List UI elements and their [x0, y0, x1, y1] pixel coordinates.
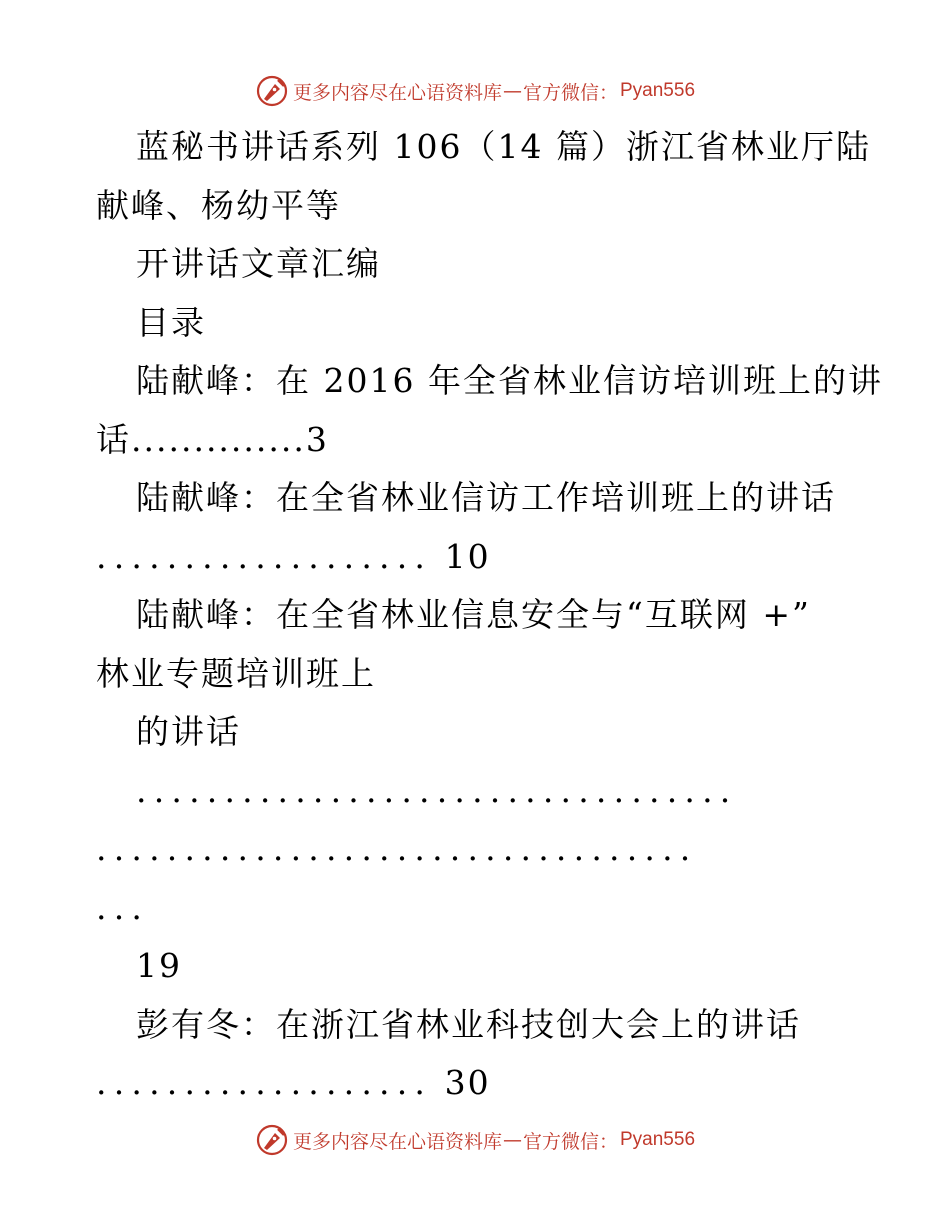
toc-entry-3-title-end: 的讲话	[136, 712, 241, 751]
banner-wechat-label: 官方微信：	[522, 81, 618, 104]
document-body	[96, 118, 883, 1113]
toc-entry-1-continuation: 话..............3	[96, 419, 329, 459]
toc-entry-3-leader-1	[96, 762, 856, 821]
toc-entry-2-leader: ...................	[96, 536, 433, 576]
banner-slogan: 更多内容尽在心语资料库	[292, 81, 502, 104]
toc-entry-3-leader-3-dots: ...	[96, 887, 150, 927]
banner-slogan: 更多内容尽在心语资料库	[292, 1130, 502, 1153]
document-title-line-1: 蓝秘书讲话系列 106（14 篇）浙江省林业厅陆	[136, 127, 871, 166]
toc-entry-2-leader-line	[96, 528, 856, 587]
header-banner	[0, 71, 950, 111]
toc-heading: 目录	[136, 302, 206, 342]
toc-entry-3-title: 陆献峰：在全省林业信息安全与“互联网 +”	[136, 595, 811, 634]
toc-entry-4-title: 彭有冬：在浙江省林业科技创大会上的讲话	[136, 1004, 801, 1044]
footer-banner	[0, 1120, 950, 1160]
toc-entry-4-leader: ...................	[96, 1063, 433, 1102]
banner-wechat-label: 官方微信：	[522, 1130, 618, 1153]
toc-entry-3-leader-1-dots: ..................................	[136, 770, 738, 810]
pen-nib-circle-icon	[255, 74, 289, 108]
banner-wechat-id: Pyan556	[620, 1129, 696, 1150]
pen-nib-circle-icon	[255, 1123, 289, 1157]
toc-entry-2-page: 10	[444, 536, 491, 576]
toc-entry-3-page: 19	[136, 946, 182, 985]
toc-entry-3-leader-2-dots: ..................................	[96, 829, 698, 868]
toc-entry-1-title: 陆献峰：在 2016 年全省林业信访培训班上的讲	[136, 361, 883, 400]
toc-entry-3-leader-3	[96, 879, 856, 938]
toc-entry-3-leader-2	[96, 820, 856, 879]
document-title-line-3: 开讲话文章汇编	[136, 244, 381, 283]
toc-entry-3-title-continued: 林业专题培训班上	[96, 653, 376, 693]
toc-entry-4-page: 30	[444, 1063, 491, 1102]
banner-separator: —	[502, 1129, 522, 1151]
banner-separator: —	[502, 80, 522, 102]
toc-entry-4-leader-line	[96, 1054, 856, 1113]
document-title-line-2: 献峰、杨幼平等	[96, 185, 341, 225]
toc-entry-2-title: 陆献峰：在全省林业信访工作培训班上的讲话	[136, 478, 836, 517]
banner-wechat-id: Pyan556	[620, 80, 696, 101]
